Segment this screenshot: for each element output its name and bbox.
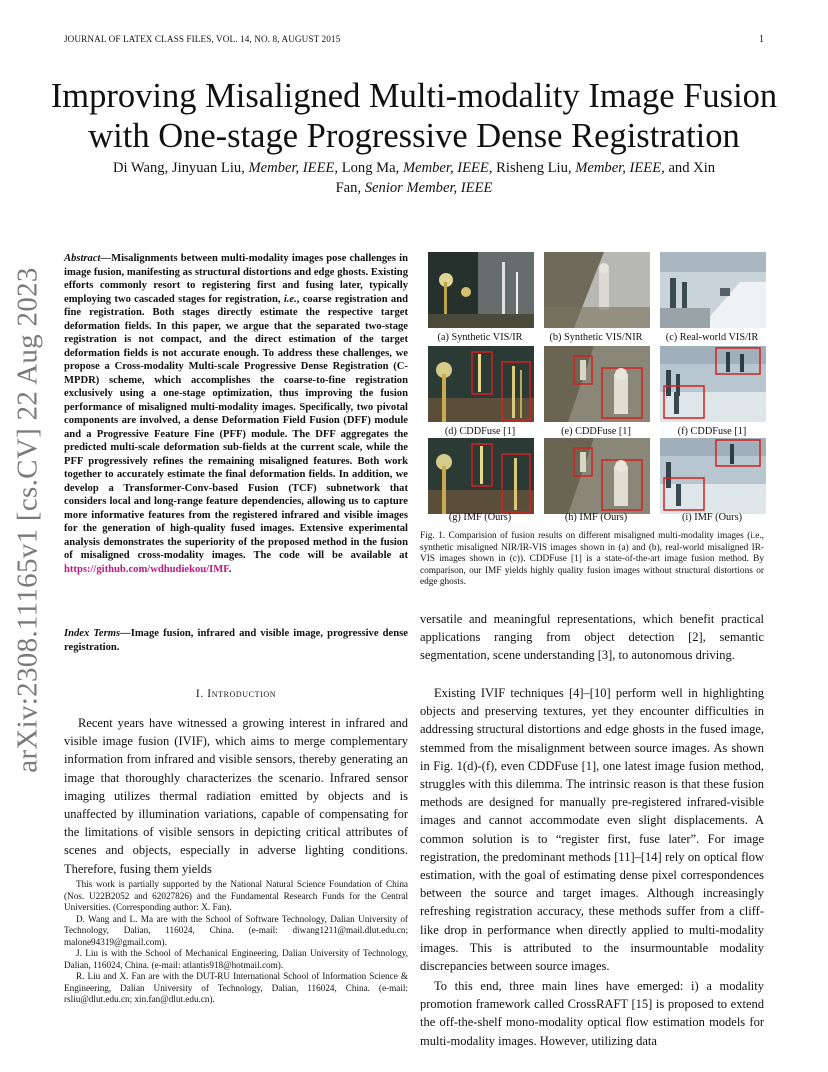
figure-image-g bbox=[428, 438, 534, 514]
abstract-text: . bbox=[228, 563, 232, 575]
figure-caption-a: (a) Synthetic VIS/IR bbox=[437, 332, 523, 343]
street-scene-image bbox=[428, 252, 534, 328]
figure-image-e bbox=[544, 346, 650, 422]
author-text: Di Wang, Jinyuan Liu, bbox=[112, 160, 249, 176]
statue-scene-fused-image bbox=[544, 346, 650, 422]
abstract-ie: i.e. bbox=[283, 293, 297, 305]
figure-caption: Fig. 1. Comparision of fusion results on different misaligned multi-modality images (i.e., synthetic misaligned NIR/IR-VIS images shown in (a) and (b), real-world misaligned IR-VIS images shown in (c)). CDDFuse [1] is a state-of-the-art image fusion method. By comparison, our IMF yields highly quality fusion images without structural distortions or edge ghosts. bbox=[420, 531, 764, 588]
figure-caption-c: (c) Real-world VIS/IR bbox=[665, 332, 759, 343]
figure-image-d bbox=[428, 346, 534, 422]
arxiv-stamp-text: arXiv:2308.11165v1 [cs.CV] 22 Aug 2023 bbox=[11, 267, 44, 773]
footnote: R. Liu and X. Fan are with the DUT-RU International School of Information Science & Engineering, Dalian University of Technology, Dalian, 116024, China. (e-mail: rsliu@dlut.edu.cn; xin.fan@dlut.edu.cn). bbox=[64, 971, 408, 1004]
figure-1 bbox=[428, 252, 766, 524]
index-terms-text: —Image fusion, infrared and visible image, progressive dense registration. bbox=[64, 628, 408, 653]
figure-caption-f: (f) CDDFuse [1] bbox=[677, 426, 747, 437]
road-scene-ours-image bbox=[660, 438, 766, 514]
author-text: , and Xin bbox=[661, 160, 716, 176]
abstract-text: —Misalignments between multi-modality images pose challenges in image fusion, manifesting as structural distortions and edge ghosts. Existing efforts commonly resort to registering first and fusing later, typically employing two cascaded stages for registration, bbox=[64, 253, 408, 305]
figure-image-i bbox=[660, 438, 766, 514]
figure-image-b bbox=[544, 252, 650, 328]
road-scene-fused-image bbox=[660, 346, 766, 422]
author-list bbox=[70, 158, 758, 198]
author-membership: Member, IEEE bbox=[402, 160, 489, 176]
abstract-text: , coarse registration and fine registration. Both stages directly estimate the respective target deformation fields. In this paper, we argue that the separated two-stage registration is not compact, and the direct estimation of the target deformation fields is not accurate enough. To address these challenges, we propose a Cross-modality Multi-scale Progressive Dense Registration (C-MPDR) scheme, which accomplishes the coarse-to-fine registration exclusively using a one-stage optimization, thus improving the fusion performance of misaligned multi-modality images. Specifically, two pivotal components are involved, a dense Deformation Field Fusion (DFF) module and a Progressive Feature Fine (PFF) module. The DFF aggregates the predicted multi-scale deformation sub-fields at the current scale, while the PFF progressively refines the remaining misaligned features. Both work together to accurately estimate the final deformation fields. In addition, we develop a Transformer-Conv-based Fusion (TCF) subnetwork that considers local and long-range feature dependencies, allowing us to capture more informative features from the registered infrared and visible images for the generation of high-quality fused images. Extensive experimental analysis demonstrates the superiority of the proposed method in the fusion of misaligned cross-modality images. The code will be available at bbox=[64, 293, 408, 561]
footnote: D. Wang and L. Ma are with the School of Software Technology, Dalian University of Technology, Dalian, 116024, China. (e-mail: diwang1211@mail.dlut.edu.cn; malone94319@gmail.com). bbox=[64, 913, 408, 947]
figure-image-c bbox=[660, 252, 766, 328]
street-scene-ours-image bbox=[428, 438, 534, 514]
paper-title: Improving Misaligned Multi-modality Image Fusion with One-stage Progressive Dense Registration bbox=[50, 77, 778, 155]
footnotes bbox=[64, 879, 408, 1006]
figure-caption-e: (e) CDDFuse [1] bbox=[561, 426, 631, 437]
index-terms-label: Index Terms bbox=[64, 628, 121, 639]
abstract bbox=[64, 252, 408, 576]
section-heading: I. Introduction bbox=[195, 688, 277, 700]
intro-paragraph-right-1: versatile and meaningful representations, which benefit practical applications ranging from object detection [2], semantic segmentation, scene understanding [3], to autonomous driving. bbox=[420, 612, 764, 663]
figure-image-a bbox=[428, 252, 534, 328]
author-text: , Risheng Liu, bbox=[488, 160, 576, 176]
code-link[interactable]: https://github.com/wdhudiekou/IMF bbox=[64, 563, 229, 575]
figure-image-f bbox=[660, 346, 766, 422]
figure-caption-g: (g) IMF (Ours) bbox=[448, 512, 512, 523]
footnote: J. Liu is with the School of Mechanical Engineering, Dalian University of Technology, Dalian, 116024, China. (e-mail: atlantis918@hotmail.com). bbox=[64, 948, 408, 970]
arxiv-stamp bbox=[8, 267, 48, 773]
author-membership: Member, IEEE bbox=[575, 160, 662, 176]
index-terms bbox=[64, 627, 408, 654]
author-membership: Senior Member, IEEE bbox=[364, 180, 493, 196]
figure-image-h bbox=[544, 438, 650, 514]
footnote: This work is partially supported by the National Natural Science Foundation of China (Nos. U22B2052 and 62027826) and the Fundamental Research Funds for the Central Universities. (Corresponding author: X. Fan). bbox=[64, 879, 408, 912]
page-number: 1 bbox=[759, 34, 764, 45]
intro-paragraph-right-3: To this end, three main lines have emerged: i) a modality promotion framework called CrossRAFT [15] is proposed to extend the off-the-shelf mono-modality optical flow estimation models for multi-modality images. However, utilizing data bbox=[420, 979, 764, 1048]
street-scene-fused-image bbox=[428, 346, 534, 422]
statue-scene-ours-image bbox=[544, 438, 650, 514]
figure-caption-b: (b) Synthetic VIS/NIR bbox=[549, 332, 643, 343]
figure-caption-d: (d) CDDFuse [1] bbox=[444, 426, 516, 437]
figure-caption-i: (i) IMF (Ours) bbox=[681, 512, 743, 523]
abstract-label: Abstract bbox=[64, 253, 101, 264]
figure-caption-h: (h) IMF (Ours) bbox=[564, 512, 628, 523]
intro-paragraph: Recent years have witnessed a growing interest in infrared and visible image fusion (IVIF), which aims to merge complementary information from infrared and visible sensors, thereby generating an image that thoroughly characterizes the scenario. Infrared sensor imaging utilizes thermal radiation emitted by objects and is unaffected by illumination variations, capable of compensating for the limitations of visible sensors in depicting critical attributes of scenes and objects, especially in adverse lighting conditions. Therefore, fusing them yields bbox=[64, 716, 408, 876]
author-membership: Member, IEEE bbox=[248, 160, 335, 176]
intro-paragraph-right-2: Existing IVIF techniques [4]–[10] perform well in highlighting objects and preserving textures, yet they encounter difficulties in addressing structural distortions and edge ghosts in the fused image, stemmed from the misalignment between source images. As shown in Fig. 1(d)-(f), even CDDFuse [1], one latest image fusion method, struggles with this dilemma. The intrinsic reason is that these fusion methods are designed for manually pre-registered infrared-visible images and cannot accommodate even slight displacements. A common solution is to “register first, fuse later”. For image registration, the predominant methods [11]–[14] rely on optical flow estimation, with the goal of estimating dense pixel correspondences between the source and target images. Although increasingly refreshing registration accuracy, these methods suffer from a cliff-like drop in performance when directly applied to multi-modality images. This is attributed to the insurmountable modality discrepancies between source images. bbox=[420, 686, 764, 974]
running-head: JOURNAL OF LATEX CLASS FILES, VOL. 14, NO. 8, AUGUST 2015 bbox=[64, 34, 341, 44]
author-text: , Long Ma, bbox=[334, 160, 403, 176]
statue-scene-image bbox=[544, 252, 650, 328]
author-text: Fan, bbox=[335, 180, 365, 196]
road-scene-image bbox=[660, 252, 766, 328]
